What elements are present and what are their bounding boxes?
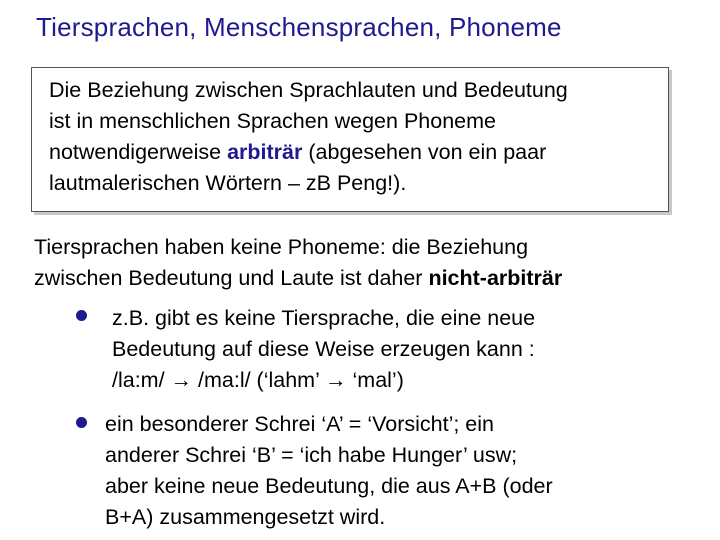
bullet-dot-icon <box>76 417 87 428</box>
arbitraer-emphasis: arbiträr <box>227 140 303 164</box>
paragraph-line-2-pre: zwischen Bedeutung und Laute ist daher <box>34 266 429 290</box>
bullet-2-line-4: B+A) zusammengesetzt wird. <box>105 505 386 529</box>
bullet-1-line-3: /la:m/ → /ma:l/ (‘lahm’ → ‘mal’) <box>112 368 404 392</box>
bullet-1-line-1: z.B. gibt es keine Tiersprache, die eine neue <box>112 306 536 330</box>
bullet-2-line-1: ein besonderer Schrei ‘A’ = ‘Vorsicht’; ein <box>105 412 494 436</box>
definition-line-4: lautmalerischen Wörtern – zB Peng!). <box>49 171 407 195</box>
bullet-item-2 <box>105 409 695 533</box>
paragraph-line-2 <box>34 263 694 294</box>
definition-line-3-pre: notwendigerweise <box>49 140 228 164</box>
definition-line-1: Die Beziehung zwischen Sprachlauten und Bedeutung <box>49 78 568 102</box>
paragraph-line-1: Tiersprachen haben keine Phoneme: die Beziehung <box>34 235 529 259</box>
definition-line-3 <box>49 137 659 168</box>
bullet-dot-icon <box>76 310 87 321</box>
bullet-2-line-2: anderer Schrei ‘B’ = ‘ich habe Hunger’ usw; <box>105 443 518 467</box>
nicht-arbitraer-emphasis: nicht-arbiträr <box>428 266 563 290</box>
bullet-2-line-3: aber keine neue Bedeutung, die aus A+B (oder <box>105 474 553 498</box>
bullet-item-1 <box>112 303 672 396</box>
definition-line-2: ist in menschlichen Sprachen wegen Phoneme <box>49 109 496 133</box>
definition-line-3-post: (abgesehen von ein paar <box>302 140 547 164</box>
bullet-1-line-2: Bedeutung auf diese Weise erzeugen kann : <box>112 337 535 361</box>
slide-title: Tiersprachen, Menschensprachen, Phoneme <box>36 12 562 42</box>
definition-text <box>49 75 659 199</box>
animal-language-paragraph <box>34 232 694 294</box>
